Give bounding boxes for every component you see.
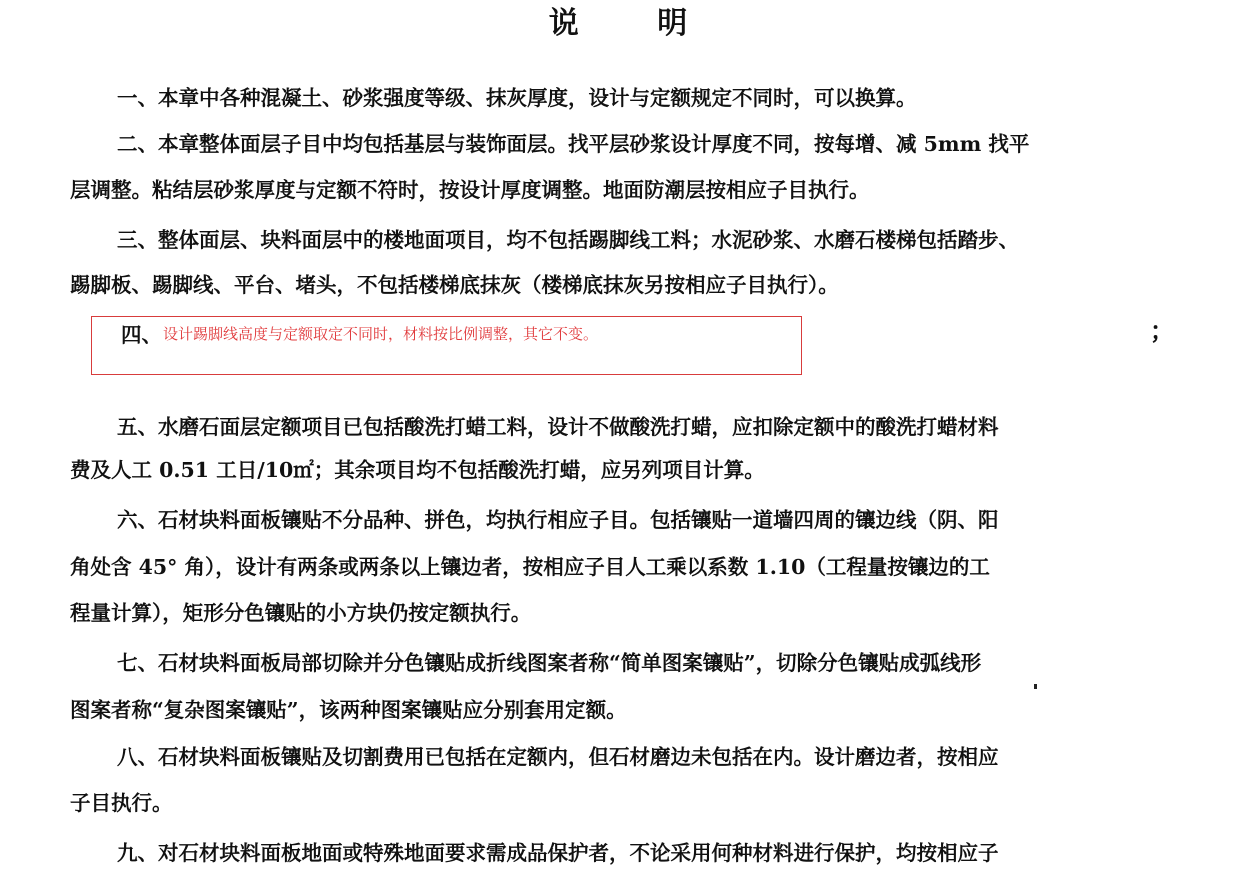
paragraph-line: 三、整体面层、块料面层中的楼地面项目，均不包括踢脚线工料；水泥砂浆、水磨石楼梯包括踏步、 bbox=[117, 228, 1019, 252]
paragraph-line: 七、石材块料面板局部切除并分色镶贴成折线图案者称“简单图案镶贴”，切除分色镶贴成弧线形 bbox=[117, 651, 982, 675]
paragraph-line: 九、对石材块料面板地面或特殊地面要求需成品保护者，不论采用何种材料进行保护，均按相应子 bbox=[117, 841, 999, 865]
paragraph-line: 图案者称“复杂图案镶贴”，该两种图案镶贴应分别套用定额。 bbox=[70, 698, 627, 722]
page-title: 说 明 bbox=[548, 6, 722, 41]
revised-item-text: 设计踢脚线高度与定额取定不同时，材料按比例调整，其它不变。 bbox=[163, 325, 599, 343]
revised-item-number: 四、 bbox=[121, 323, 162, 347]
scan-speck bbox=[1034, 684, 1037, 689]
paragraph-line: 二、本章整体面层子目中均包括基层与装饰面层。找平层砂浆设计厚度不同，按每增、减 5mm 找平 bbox=[117, 132, 1030, 156]
paragraph-line: 一、本章中各种混凝土、砂浆强度等级、抹灰厚度，设计与定额规定不同时，可以换算。 bbox=[117, 86, 917, 110]
paragraph-line: 程量计算），矩形分色镶贴的小方块仍按定额执行。 bbox=[70, 601, 532, 625]
paragraph-line: 子目执行。 bbox=[70, 791, 173, 815]
paragraph-line: 八、石材块料面板镶贴及切割费用已包括在定额内，但石材磨边未包括在内。设计磨边者，按相应 bbox=[117, 745, 999, 769]
paragraph-line: 层调整。粘结层砂浆厚度与定额不符时，按设计厚度调整。地面防潮层按相应子目执行。 bbox=[70, 178, 870, 202]
stray-semicolon-mark: ； bbox=[1150, 316, 1174, 345]
paragraph-line: 角处含 45° 角），设计有两条或两条以上镶边者，按相应子目人工乘以系数 1.10（工程量按镶边的工 bbox=[70, 555, 990, 579]
paragraph-line: 费及人工 0.51 工日/10㎡；其余项目均不包括酸洗打蜡，应另列项目计算。 bbox=[70, 458, 765, 482]
revised-item-box bbox=[91, 316, 802, 375]
paragraph-line: 踢脚板、踢脚线、平台、堵头，不包括楼梯底抹灰（楼梯底抹灰另按相应子目执行）。 bbox=[70, 273, 839, 297]
paragraph-line: 六、石材块料面板镶贴不分品种、拼色，均执行相应子目。包括镶贴一道墙四周的镶边线（阴、阳 bbox=[117, 508, 999, 532]
paragraph-line: 五、水磨石面层定额项目已包括酸洗打蜡工料，设计不做酸洗打蜡，应扣除定额中的酸洗打蜡材料 bbox=[117, 415, 999, 439]
